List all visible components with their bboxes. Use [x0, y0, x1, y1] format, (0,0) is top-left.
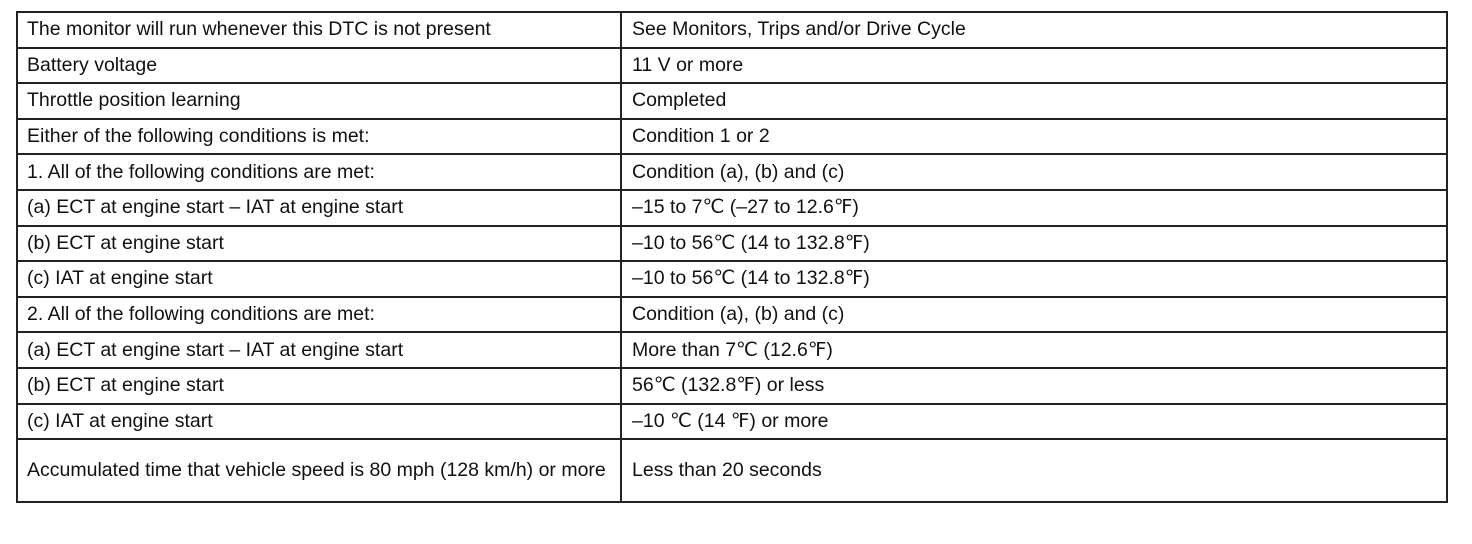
- condition-label: Battery voltage: [17, 48, 621, 84]
- condition-label: (b) ECT at engine start: [17, 368, 621, 404]
- table-row: [17, 48, 1447, 84]
- condition-value: 56℃ (132.8℉) or less: [621, 368, 1447, 404]
- table-row: [17, 12, 1447, 48]
- condition-label: Accumulated time that vehicle speed is 80 mph (128 km/h) or more: [17, 439, 621, 502]
- condition-value: –10 to 56℃ (14 to 132.8℉): [621, 261, 1447, 297]
- table-row: [17, 439, 1447, 502]
- condition-value: Less than 20 seconds: [621, 439, 1447, 502]
- condition-value: –10 to 56℃ (14 to 132.8℉): [621, 226, 1447, 262]
- condition-label: (a) ECT at engine start – IAT at engine start: [17, 190, 621, 226]
- condition-value: Condition (a), (b) and (c): [621, 297, 1447, 333]
- condition-label: (c) IAT at engine start: [17, 261, 621, 297]
- table-row: [17, 190, 1447, 226]
- table-row: [17, 83, 1447, 119]
- conditions-table: [16, 11, 1448, 503]
- condition-label: 1. All of the following conditions are met:: [17, 154, 621, 190]
- condition-label: (b) ECT at engine start: [17, 226, 621, 262]
- condition-label: The monitor will run whenever this DTC is not present: [17, 12, 621, 48]
- condition-value: 11 V or more: [621, 48, 1447, 84]
- condition-label: (c) IAT at engine start: [17, 404, 621, 440]
- condition-value: –10 ℃ (14 ℉) or more: [621, 404, 1447, 440]
- table-row: [17, 119, 1447, 155]
- table-row: [17, 154, 1447, 190]
- condition-label: 2. All of the following conditions are met:: [17, 297, 621, 333]
- condition-value: –15 to 7℃ (–27 to 12.6℉): [621, 190, 1447, 226]
- condition-label: (a) ECT at engine start – IAT at engine start: [17, 332, 621, 368]
- table-row: [17, 404, 1447, 440]
- table-row: [17, 261, 1447, 297]
- condition-value: Completed: [621, 83, 1447, 119]
- condition-value: Condition 1 or 2: [621, 119, 1447, 155]
- condition-value: Condition (a), (b) and (c): [621, 154, 1447, 190]
- table-row: [17, 297, 1447, 333]
- table-row: [17, 332, 1447, 368]
- condition-label: Throttle position learning: [17, 83, 621, 119]
- table-row: [17, 226, 1447, 262]
- condition-value: See Monitors, Trips and/or Drive Cycle: [621, 12, 1447, 48]
- condition-label: Either of the following conditions is met:: [17, 119, 621, 155]
- table-row: [17, 368, 1447, 404]
- condition-value: More than 7℃ (12.6℉): [621, 332, 1447, 368]
